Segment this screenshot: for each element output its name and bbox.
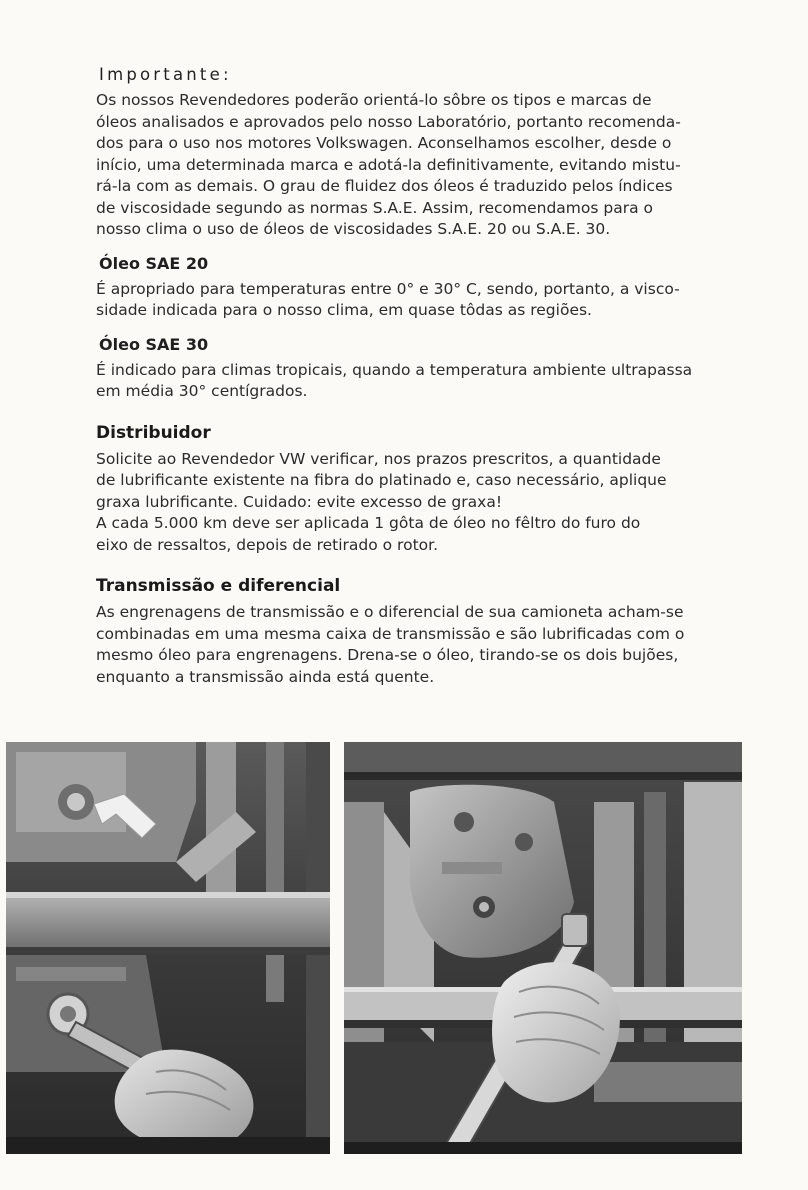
distribuidor-heading: Distribuidor [96, 422, 211, 443]
text-line: óleos analisados e aprovados pelo nosso Laboratório, portanto recomenda- [96, 112, 681, 131]
text-line: sidade indicada para o nosso clima, em quase tôdas as regiões. [96, 301, 592, 319]
text-line: eixo de ressaltos, depois de retirado o rotor. [96, 535, 439, 554]
section-distribuidor [96, 421, 748, 557]
oleo-sae-20-paragraph [96, 279, 748, 322]
text-line: combinadas em uma mesma caixa de transmissão e são lubrificadas com o [96, 624, 685, 643]
text-line: É indicado para climas tropicais, quando a temperatura ambiente ultrapassa [96, 360, 693, 379]
oleo-sae-30-heading: Óleo SAE 30 [99, 334, 209, 354]
section-transmissao [96, 574, 748, 688]
text-line: Solicite ao Revendedor VW verificar, nos prazos prescritos, a quantidade [96, 449, 661, 468]
text-line: de viscosidade segundo as normas S.A.E. Assim, recomendamos para o [96, 198, 653, 217]
section-importante [96, 64, 748, 241]
importante-paragraph [96, 90, 748, 241]
text-line: graxa lubrificante. Cuidado: evite excesso de graxa! [96, 492, 503, 511]
text-line: enquanto a transmissão ainda está quente. [96, 667, 435, 686]
section-oleo-sae-20 [96, 253, 748, 322]
text-line: A cada 5.000 km deve ser aplicada 1 gôta de óleo no fêltro do furo do [96, 514, 641, 532]
text-line: rá-la com as demais. O grau de fluidez dos óleos é traduzido pelos índices [96, 177, 673, 195]
text-line: Os nossos Revendedores poderão orientá-lo sôbre os tipos e marcas de [96, 91, 652, 109]
text-line: de lubrificante existente na fibra do platinado e, caso necessário, aplique [96, 471, 667, 489]
text-line: mesmo óleo para engrenagens. Drena-se o óleo, tirando-se os dois bujões, [96, 646, 679, 664]
importante-heading: Importante: [99, 65, 232, 84]
section-oleo-sae-30 [96, 334, 748, 403]
text-line: As engrenagens de transmissão e o diferencial de sua camioneta acham-se [96, 603, 684, 621]
oleo-sae-20-heading: Óleo SAE 20 [99, 253, 209, 273]
oleo-sae-30-paragraph [96, 360, 748, 403]
text-line: em média 30° centígrados. [96, 382, 308, 400]
text-line: nosso clima o uso de óleos de viscosidades S.A.E. 20 ou S.A.E. 30. [96, 220, 611, 238]
distribuidor-paragraph [96, 449, 748, 557]
transmissao-paragraph [96, 602, 748, 688]
transmissao-heading: Transmissão e diferencial [96, 576, 341, 596]
text-line: início, uma determinada marca e adotá-la definitivamente, evitando mistu- [96, 155, 681, 174]
photo-strip [0, 742, 808, 1154]
photo-transmission-wrench [344, 742, 742, 1154]
page-text [96, 64, 748, 688]
photo-drain-plug-wrench [6, 742, 330, 1154]
text-line: dos para o uso nos motores Volkswagen. Aconselhamos escolher, desde o [96, 134, 672, 152]
text-line: É apropriado para temperaturas entre 0° e 30° C, sendo, portanto, a visco- [96, 279, 680, 298]
